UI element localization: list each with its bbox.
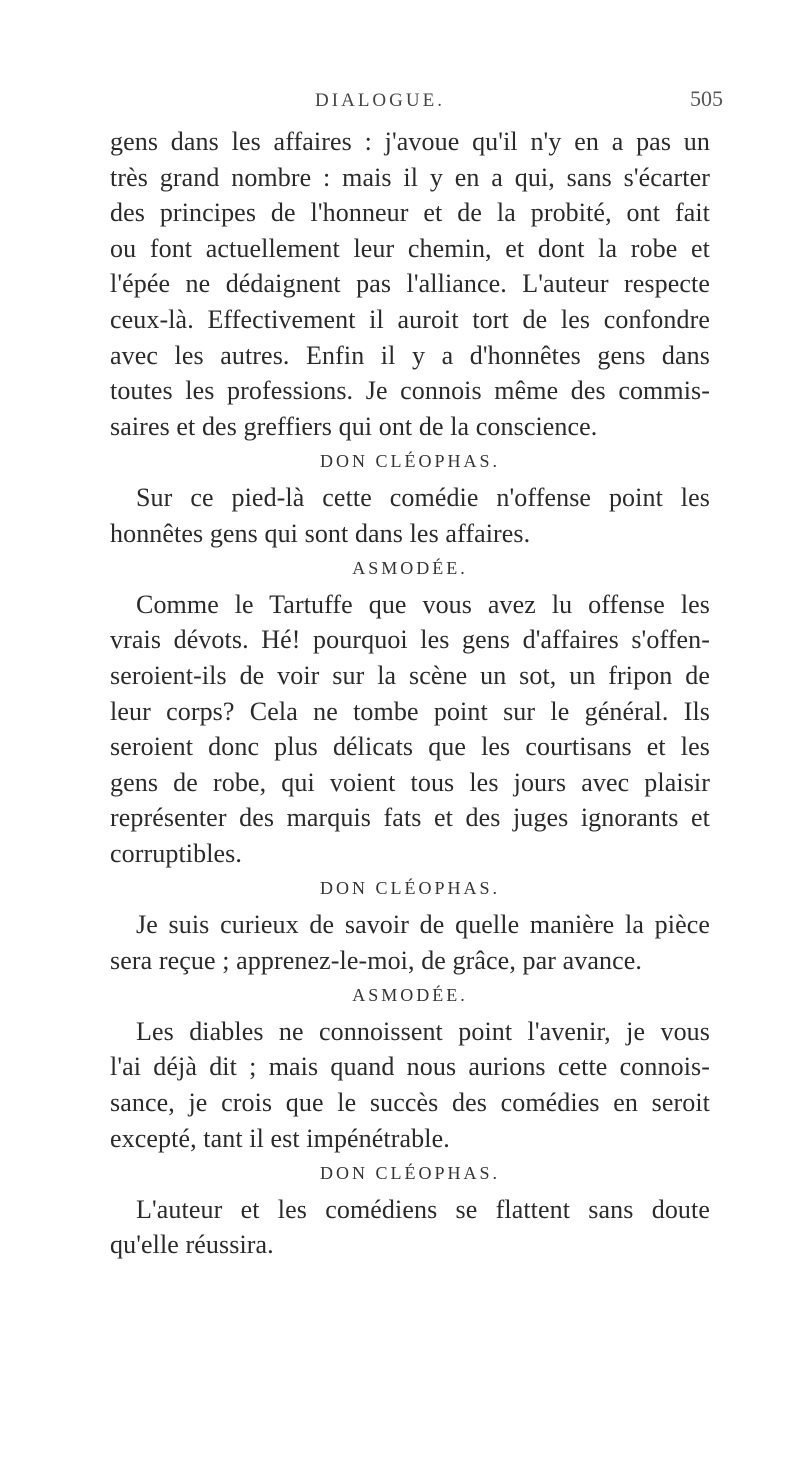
running-title: DIALOGUE. (315, 90, 445, 111)
text-line: seroient-ils de voir sur la scène un sot, un fripon de (110, 660, 710, 690)
speaker-name: DON CLÉOPHAS. (319, 1163, 500, 1184)
speech-block (110, 1156, 710, 1263)
speaker-name: DON CLÉOPHAS. (319, 451, 500, 472)
speaker-name: ASMODÉE. (352, 985, 468, 1006)
page-number: 505 (690, 86, 723, 111)
running-head (0, 86, 800, 120)
text-line: qu'elle réussira. (110, 1230, 274, 1260)
text-line: excepté, tant il est impénétrable. (110, 1123, 450, 1153)
paragraph (110, 124, 710, 444)
text-line: toutes les professions. Je connois même des commis- (110, 376, 710, 406)
speaker-name: ASMODÉE. (352, 558, 468, 579)
text-line: avec les autres. Enfin il y a d'honnêtes gens dans (110, 340, 710, 370)
text-line: Les diables ne connoissent point l'avenir, je vous (136, 1016, 710, 1046)
body-text (110, 124, 710, 1263)
text-line: ou font actuellement leur chemin, et dont la robe et (110, 233, 710, 263)
text-line: Comme le Tartuffe que vous avez lu offense les (136, 589, 710, 619)
text-line: Je suis curieux de savoir de quelle manière la pièce (136, 910, 710, 940)
text-line: sera reçue ; apprenez-le-moi, de grâce, par avance. (110, 945, 642, 975)
text-line: vrais dévots. Hé! pourquoi les gens d'affaires s'offen- (110, 625, 710, 655)
text-line: gens de robe, qui voient tous les jours avec plaisir (110, 767, 710, 797)
text-line: saires et des greffiers qui ont de la conscience. (110, 411, 598, 441)
speech-block (110, 444, 710, 551)
text-line: gens dans les affaires : j'avoue qu'il n'y en a pas un (110, 127, 710, 156)
text-line: seroient donc plus délicats que les courtisans et les (110, 732, 710, 762)
speech-block (110, 871, 710, 978)
text-line: honnêtes gens qui sont dans les affaires. (110, 518, 531, 548)
text-line: des principes de l'honneur et de la probité, ont fait (110, 198, 710, 228)
text-line: L'auteur et les comédiens se flattent sans doute (136, 1194, 710, 1224)
speaker-name: DON CLÉOPHAS. (319, 878, 500, 899)
text-line: leur corps? Cela ne tombe point sur le général. Ils (110, 696, 710, 726)
text-line: Sur ce pied-là cette comédie n'offense point les (136, 482, 710, 512)
text-line: sance, je crois que le succès des comédies en seroit (110, 1088, 710, 1118)
text-line: représenter des marquis fats et des juges ignorants et (110, 803, 710, 833)
text-line: corruptibles. (110, 838, 242, 868)
text-line: l'ai déjà dit ; mais quand nous aurions cette connois- (110, 1052, 710, 1082)
speech-block (110, 978, 710, 1156)
speech-block (110, 551, 710, 871)
text-line: ceux-là. Effectivement il auroit tort de les confondre (110, 304, 710, 334)
text-line: l'épée ne dédaignent pas l'alliance. L'auteur respecte (110, 269, 710, 299)
text-line: très grand nombre : mais il y en a qui, sans s'écarter (110, 162, 710, 192)
